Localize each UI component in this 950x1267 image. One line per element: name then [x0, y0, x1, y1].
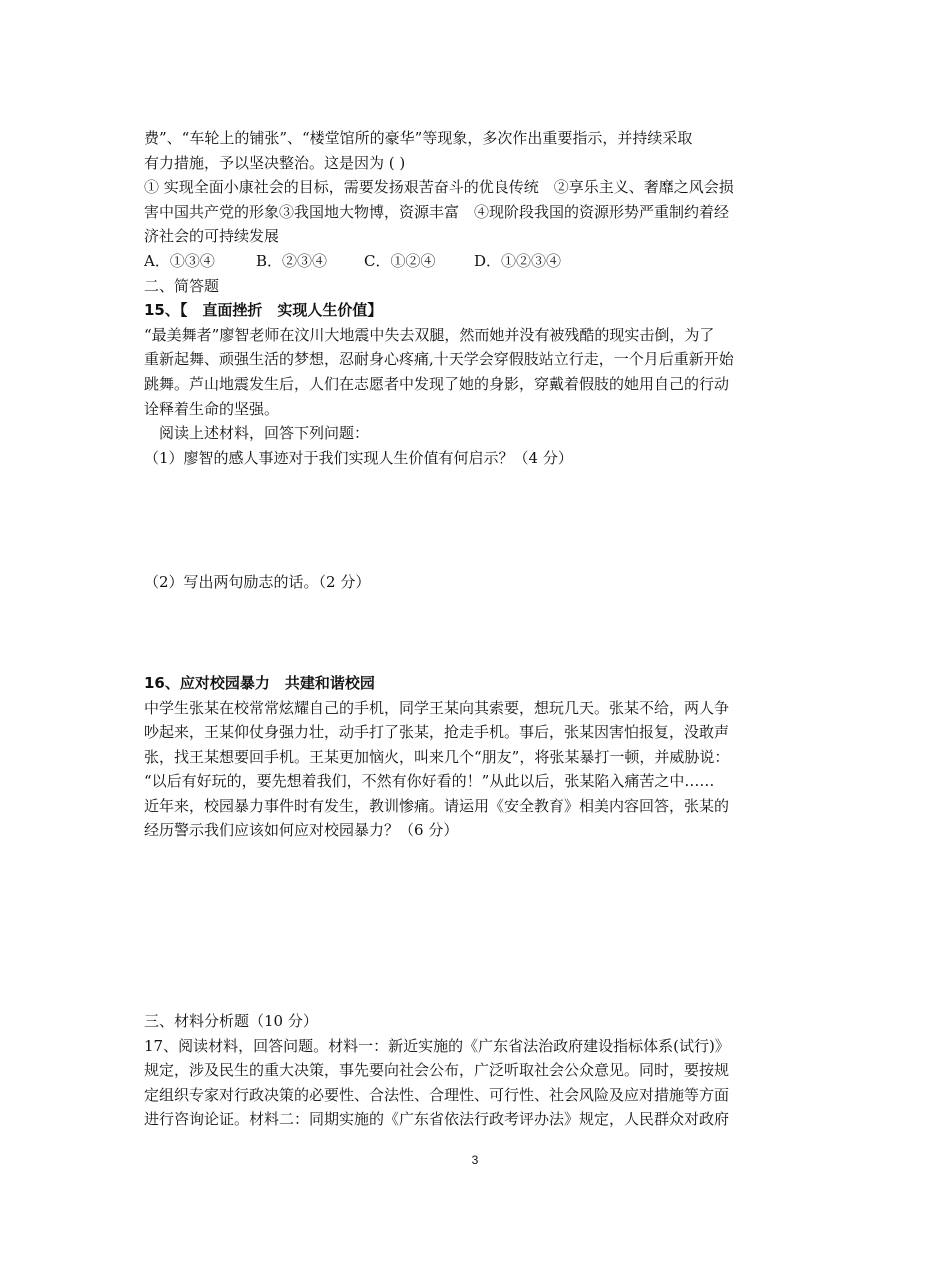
q15-para-line: 诠释着生命的坚强。: [144, 399, 280, 418]
q15-sub-question-1: （1）廖智的感人事迹对于我们实现人生价值有何启示？（4 分）: [144, 448, 573, 467]
q17-para-line: 定组织专家对行政决策的必要性、合法性、合理性、可行性、社会风险及应对措施等方面: [144, 1085, 730, 1104]
q17-para-line: 进行咨询论证。材料二：同期实施的《广东省依法行政考评办法》规定，人民群众对政府: [144, 1110, 730, 1129]
q15-instruction: 阅读上述材料，回答下列问题：: [144, 424, 370, 443]
q16-para-line: 近年来，校园暴力事件时有发生，教训惨痛。请运用《安全教育》相美内容回答，张某的: [144, 796, 730, 815]
section-3-title: 三、材料分析题（10 分）: [144, 1012, 318, 1031]
option-d: D．①②③④: [474, 251, 562, 270]
answer-space: [144, 843, 824, 1009]
q16-para-line: “以后有好玩的，要先想着我们，不然有你好看的！”从此以后，张某陷入痛苦之中……: [144, 772, 715, 791]
q15-para-line: 跳舞。芦山地震发生后，人们在志愿者中发现了她的身影，穿戴着假肢的她用自己的行动: [144, 374, 730, 393]
q15-sub-question-2: （2）写出两句励志的话。（2 分）: [144, 573, 371, 592]
q15-para-line: 重新起舞、顽强生活的梦想，忍耐身心疼痛,十天学会穿假肢站立行走，一个月后重新开始: [144, 350, 734, 369]
answer-space: [144, 470, 824, 570]
q14-line-2: 有力措施，予以坚决整治。这是因为 ( ): [144, 153, 406, 172]
q17-para-line: 规定，涉及民生的重大决策，事先要向社会公布，广泛听取社会公众意见。同时，要按规: [144, 1061, 730, 1080]
q16-para-line: 经历警示我们应该如何应对校园暴力？（6 分）: [144, 821, 459, 840]
q16-para-line: 吵起来，王某仰仗身强力壮，动手打了张某，抢走手机。事后，张某因害怕报复，没敢声: [144, 723, 730, 742]
q16-title: 16、应对校园暴力 共建和谐校园: [144, 673, 375, 692]
q14-options: [144, 249, 824, 274]
option-a: A．①③④: [144, 251, 215, 270]
q17-para-line: 17、阅读材料，回答问题。材料一：新近实施的《广东省法治政府建设指标体系(试行)》: [144, 1036, 730, 1055]
q16-para-line: 中学生张某在校常常炫耀自己的手机，同学王某向其索要，想玩几天。张某不给，两人争: [144, 698, 730, 717]
page-number: 3: [471, 1153, 479, 1167]
answer-space: [144, 595, 824, 671]
q16-para-line: 张，找王某想要回手机。王某更加恼火，叫来几个“朋友”，将张某暴打一顿，并威胁说：: [144, 747, 730, 766]
page-content: [144, 126, 824, 1132]
q14-line-5: 济社会的可持续发展: [144, 227, 280, 246]
section-2-title: 二、简答题: [144, 276, 220, 295]
option-b: B．②③④: [256, 251, 328, 270]
q15-para-line: “最美舞者”廖智老师在汶川大地震中失去双腿，然而她并没有被残酷的现实击倒，为了: [144, 325, 715, 344]
q14-line-3: ① 实现全面小康社会的目标，需要发扬艰苦奋斗的优良传统 ②享乐主义、奢靡之风会损: [144, 178, 734, 197]
q15-title: 15、【 直面挫折 实现人生价值】: [144, 301, 383, 320]
q14-line-1: 费”、“车轮上的铺张”、“楼堂馆所的豪华”等现象，多次作出重要指示，并持续采取: [144, 129, 693, 147]
option-c: C．①②④: [364, 251, 436, 270]
q14-line-4: 害中国共产党的形象③我国地大物博，资源丰富 ④现阶段我国的资源形势严重制约着经: [144, 202, 730, 221]
